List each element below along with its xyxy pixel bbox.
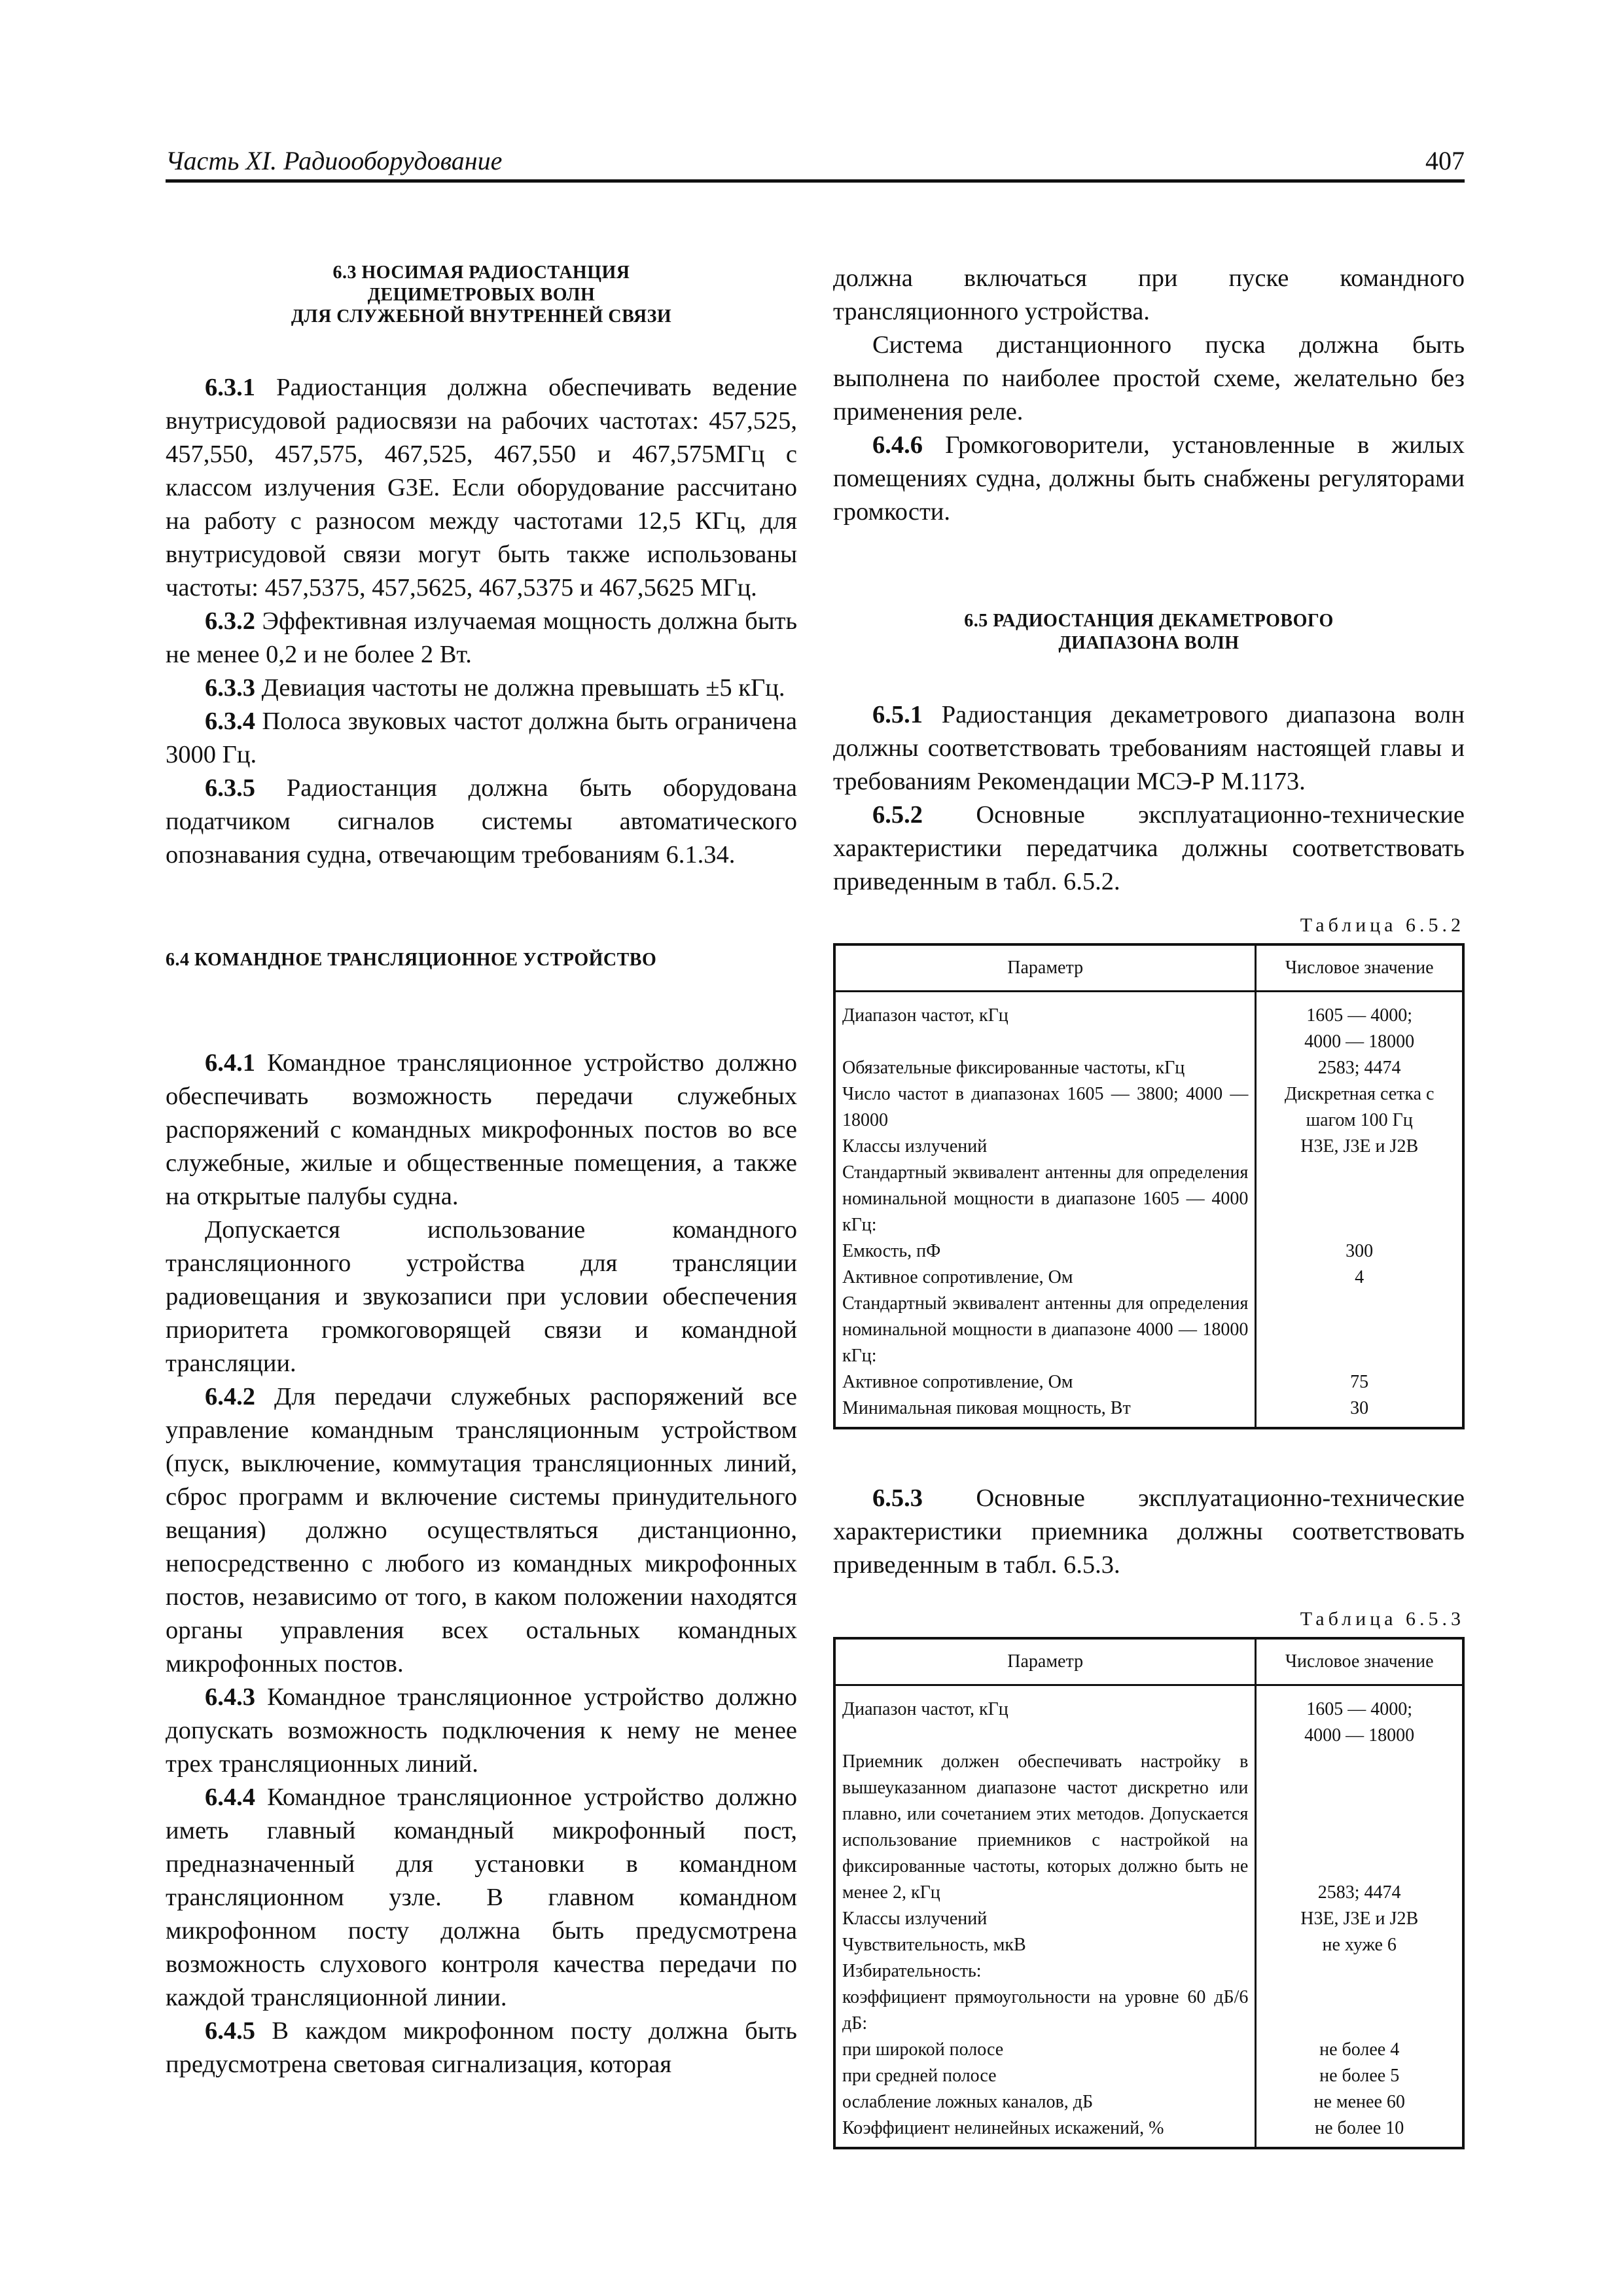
para-6-4-1: 6.4.1 Командное трансляционное устройство должно обеспечивать возможность передачи служебных распоряжений с командных микрофонных постов во все служебные, жилые и общественные помещения, а также на открытые палубы судна. <box>166 1049 798 1211</box>
table-row: 4000 — 18000 <box>834 1029 1463 1055</box>
table-6-5-3 <box>833 1637 1465 2149</box>
table-6-5-2-caption: Таблица 6.5.2 <box>1300 914 1465 937</box>
table-row: Диапазон частот, кГц 1605 — 4000; <box>834 992 1463 1030</box>
page-number: 407 <box>1425 146 1465 175</box>
table-row: Чувствительность, мкВ не хуже 6 <box>834 1932 1463 1958</box>
table-header-param: Параметр <box>834 1638 1256 1685</box>
para-6-3-2: 6.3.2 Эффективная излучаемая мощность должна быть не менее 0,2 и не более 2 Вт. <box>166 607 797 668</box>
table-6-5-2 <box>833 943 1465 1429</box>
table-row: Активное сопротивление, Ом 4 <box>834 1265 1463 1291</box>
left-column <box>166 262 797 2081</box>
section-6-5-title: 6.5 РАДИОСТАНЦИЯ ДЕКАМЕТРОВОГО ДИАПАЗОНА ВОЛН <box>964 611 1334 653</box>
para-6-3-4: 6.3.4 Полоса звуковых частот должна быть ограничена 3000 Гц. <box>166 707 798 768</box>
para-6-4-2: 6.4.2 Для передачи служебных распоряжений все управление командным трансляционным устройством (пуск, выключение, коммутация трансляционных линий, сброс программ и включение системы принудительного вещания) должно осуществляться дистанционно, непосредственно с любого из командных микрофонных постов, независимо от того, в каком положении находятся органы управления всех остальных командных микрофонных постов. <box>166 1383 797 1678</box>
table-row: Емкость, пФ 300 <box>834 1238 1463 1265</box>
page-header <box>166 140 1465 183</box>
para-6-4-5: 6.4.5 В каждом микрофонном посту должна быть предусмотрена световая сигнализация, которая <box>166 2017 797 2079</box>
table-row: 4000 — 18000 <box>834 1723 1463 1749</box>
section-6-3-title: 6.3 НОСИМАЯ РАДИОСТАНЦИЯ ДЕЦИМЕТРОВЫХ ВОЛН ДЛЯ СЛУЖЕБНОЙ ВНУТРЕННЕЙ СВЯЗИ <box>291 262 672 327</box>
table-header-value: Числовое значение <box>1256 1638 1463 1685</box>
table-header-param: Параметр <box>834 944 1256 992</box>
table-row: Минимальная пиковая мощность, Вт 30 <box>834 1395 1463 1428</box>
para-6-3-1: 6.3.1 Радиостанция должна обеспечивать ведение внутрисудовой радиосвязи на рабочих частотах: 457,525, 457,550, 457,575, 467,525, 467,550 и 467,575МГц с классом излучения G3E. Если оборудование рассчитано на работу с разносом между частотами 12,5 КГц, для внутрисудовой связи могут быть также использованы частоты: 457,5375, 457,5625, 467,5375 и 467,5625 МГц. <box>166 373 798 601</box>
table-row: Число частот в диапазонах 1605 — 3800; 4000 — 18000 Дискретная сетка с шагом 100 Гц <box>834 1081 1463 1134</box>
para-6-4-4: 6.4.4 Командное трансляционное устройство должно иметь главный командный микрофонный пост, предназначенный для установки в командном трансляционном узле. В главном командном микрофонном посту должна быть предусмотрена возможность слухового контроля качества передачи по каждой трансляционной линии. <box>166 1784 798 2012</box>
right-column <box>833 262 1465 2149</box>
para-6-3-5: 6.3.5 Радиостанция должна быть оборудована податчиком сигналов системы автоматического опознавания судна, отвечающим требованиям 6.1.34. <box>166 774 797 869</box>
table-row: при широкой полосе не более 4 <box>834 2037 1463 2063</box>
table-row: коэффициент прямоугольности на уровне 60 дБ/6 дБ: <box>834 1984 1463 2037</box>
para-6-5-2: 6.5.2 Основные эксплуатационно-технические характеристики передатчика должны соответствовать приведенным в табл. 6.5.2. <box>833 801 1465 896</box>
table-row: Избирательность: <box>834 1958 1463 1984</box>
table-6-5-3-caption: Таблица 6.5.3 <box>1300 1608 1465 1630</box>
table-row: Коэффициент нелинейных искажений, % не более 10 <box>834 2115 1463 2148</box>
table-row: Диапазон частот, кГц 1605 — 4000; <box>834 1685 1463 1723</box>
para-6-5-1: 6.5.1 Радиостанция декаметрового диапазона волн должны соответствовать требованиям настоящей главы и требованиям Рекомендации МСЭ-Р М.1173. <box>833 701 1465 796</box>
para-6-4-5-cont: должна включаться при пуске командного трансляционного устройства. <box>833 264 1465 325</box>
para-6-3-3: 6.3.3 Девиация частоты не должна превышать ±5 кГц. <box>205 673 785 702</box>
table-row: Приемник должен обеспечивать настройку в вышеуказанном диапазоне частот дискретно или плавно, или сочетанием этих методов. Допускается использование приемников с настройкой на фиксированные частоты, которых должно быть не менее 2, кГц 2583; 4474 <box>834 1749 1463 1906</box>
table-row: Классы излучений H3E, J3E и J2B <box>834 1906 1463 1932</box>
table-row: Классы излучений H3E, J3E и J2B <box>834 1134 1463 1160</box>
para-6-5-3: 6.5.3 Основные эксплуатационно-технические характеристики приемника должны соответствовать приведенным в табл. 6.5.3. <box>833 1484 1465 1579</box>
para-6-4-1b: Допускается использование командного трансляционного устройства для трансляции радиовещания и звукозаписи при условии обеспечения приоритета громкоговорящей связи и командной трансляции. <box>166 1216 797 1378</box>
para-6-4-5b: Система дистанционного пуска должна быть выполнена по наиболее простой схеме, желательно без применения реле. <box>833 331 1465 425</box>
table-row: Стандартный эквивалент антенны для определения номинальной мощности в диапазоне 4000 — 18000 кГц: <box>834 1291 1463 1369</box>
para-6-4-6: 6.4.6 Громкоговорители, установленные в жилых помещениях судна, должны быть снабжены регуляторами громкости. <box>833 431 1465 526</box>
table-row: ослабление ложных каналов, дБ не менее 60 <box>834 2089 1463 2115</box>
para-6-4-3: 6.4.3 Командное трансляционное устройство должно допускать возможность подключения к нему не менее трех трансляционных линий. <box>166 1683 798 1778</box>
table-header-value: Числовое значение <box>1256 944 1463 992</box>
table-row: при средней полосе не более 5 <box>834 2063 1463 2089</box>
section-6-4-title: 6.4 КОМАНДНОЕ ТРАНСЛЯЦИОННОЕ УСТРОЙСТВО <box>166 949 657 970</box>
table-row: Стандартный эквивалент антенны для определения номинальной мощности в диапазоне 1605 — 4000 кГц: <box>834 1160 1463 1238</box>
table-row: Обязательные фиксированные частоты, кГц 2583; 4474 <box>834 1055 1463 1081</box>
running-title: Часть XI. Радиооборудование <box>166 146 503 175</box>
table-row: Активное сопротивление, Ом 75 <box>834 1369 1463 1395</box>
